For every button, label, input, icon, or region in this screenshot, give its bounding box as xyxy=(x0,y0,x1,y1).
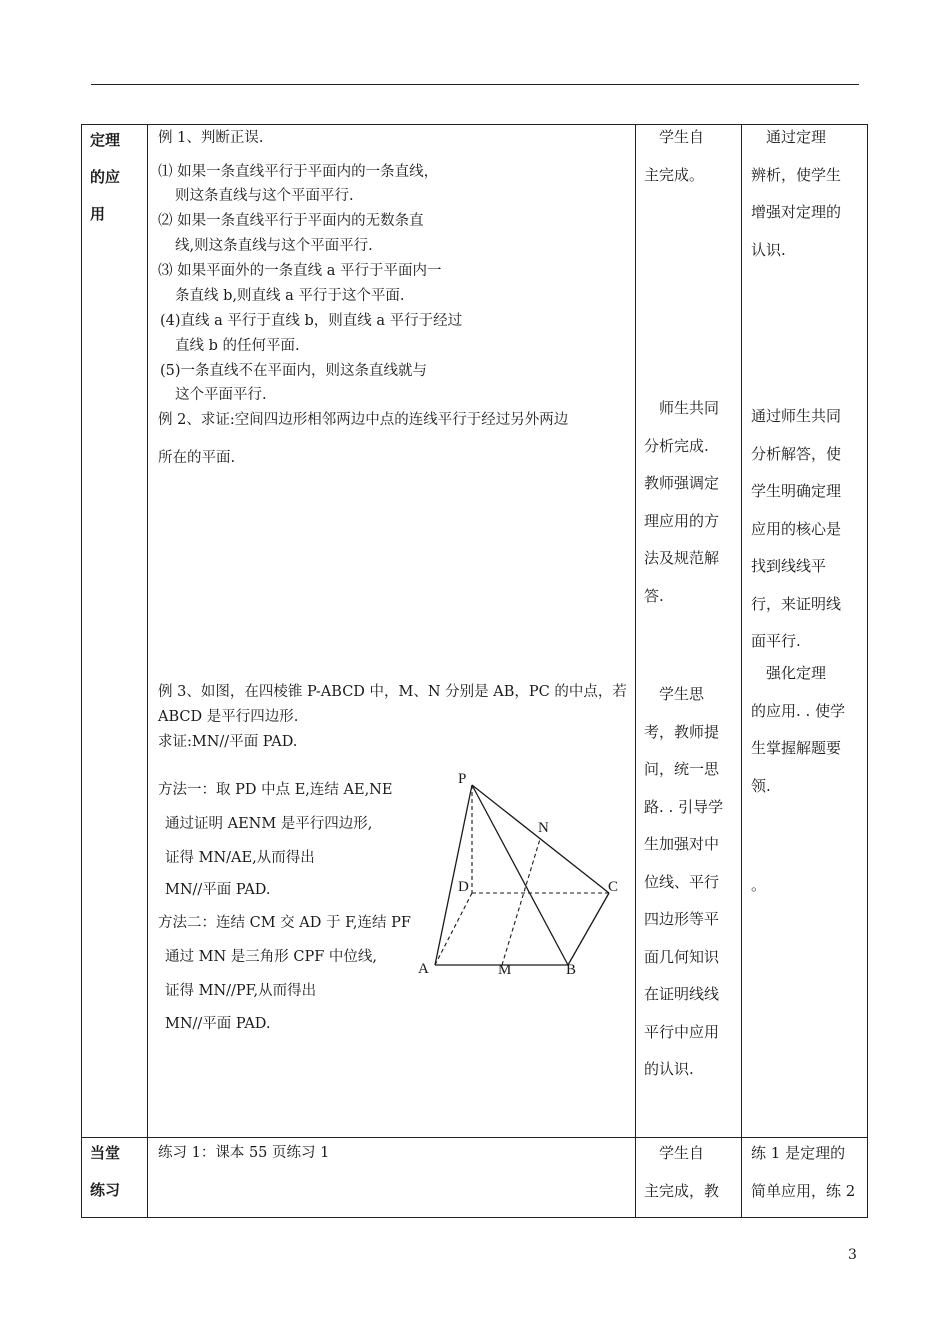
ex1-item: 则这条直线与这个平面平行. xyxy=(175,188,354,204)
design-intent-3: 强化定理 的应用. . 使学 生掌握解题要 领. xyxy=(751,664,846,795)
example-3-line: 求证:MN//平面 PAD. xyxy=(158,734,298,750)
example-2-line: 例 2、求证:空间四边形相邻两边中点的连线平行于经过另外两边 xyxy=(158,412,569,428)
method-2-line: 方法二：连结 CM 交 AD 于 F,连结 PF xyxy=(158,915,411,931)
method-1-line: 证得 MN/AE,从而得出 xyxy=(165,850,315,866)
design-intent-4: 。 xyxy=(751,876,767,894)
row-divider xyxy=(81,1137,868,1138)
example-2-line: 所在的平面. xyxy=(158,450,236,466)
practice-student-activity: 学生自 主完成，教 xyxy=(644,1144,720,1200)
label-A: A xyxy=(418,961,429,977)
edge-DA xyxy=(435,893,472,965)
design-intent-2: 通过师生共同 分析解答，使 学生明确定理 应用的核心是 找到线线平 行，来证明线 面平行. xyxy=(751,407,842,650)
practice-design-intent: 练 1 是定理的 简单应用，练 2 xyxy=(751,1144,856,1200)
label-N: N xyxy=(538,820,549,836)
design-intent-1: 通过定理 辨析，使学生 增强对定理的 认识. xyxy=(751,128,842,259)
practice-1-text: 练习 1：课本 55 页练习 1 xyxy=(158,1145,330,1161)
ex1-item: 线,则这条直线与这个平面平行. xyxy=(175,238,373,254)
label-C: C xyxy=(608,879,619,895)
edge-PC xyxy=(472,785,609,893)
method-2-line: 证得 MN//PF,从而得出 xyxy=(165,983,317,999)
column-divider xyxy=(147,124,148,1218)
edge-PB xyxy=(472,785,568,965)
pyramid-figure xyxy=(410,765,625,980)
student-activity-2: 师生共同 分析完成. 教师强调定 理应用的方 法及规范解 答. xyxy=(644,399,720,605)
example-1-title: 例 1、判断正误. xyxy=(158,130,264,146)
ex1-item: 直线 b 的任何平面. xyxy=(175,338,300,354)
row-header-in-class-practice: 当堂 练习 xyxy=(90,1144,121,1199)
method-2-line: 通过 MN 是三角形 CPF 中位线, xyxy=(165,949,377,965)
label-M: M xyxy=(498,962,512,978)
column-divider xyxy=(635,124,636,1218)
ex1-item: (4)直线 a 平行于直线 b，则直线 a 平行于经过 xyxy=(160,313,463,329)
ex1-item: ⑵ 如果一条直线平行于平面内的无数条直 xyxy=(158,213,424,229)
method-1-line: 通过证明 AENM 是平行四边形, xyxy=(165,816,373,832)
page-number: 3 xyxy=(848,1247,857,1263)
ex1-item: 这个平面平行. xyxy=(175,387,267,403)
label-P: P xyxy=(458,771,467,787)
method-1-line: MN//平面 PAD. xyxy=(165,882,271,898)
ex1-item: ⑴ 如果一条直线平行于平面内的一条直线， xyxy=(158,164,439,180)
ex1-item: (5)一条直线不在平面内，则这条直线就与 xyxy=(160,363,428,379)
label-B: B xyxy=(566,962,577,978)
edge-PA xyxy=(435,785,472,965)
row-header-theorem-application: 定理 的应 用 xyxy=(90,131,121,223)
method-1-line: 方法一：取 PD 中点 E,连结 AE,NE xyxy=(158,782,393,798)
edge-BC xyxy=(568,893,609,965)
example-3-line: 例 3、如图，在四棱锥 P-ABCD 中，M、N 分别是 AB，PC 的中点，若 xyxy=(158,684,627,700)
column-divider xyxy=(741,124,742,1218)
label-D: D xyxy=(458,879,469,895)
example-3-line: ABCD 是平行四边形. xyxy=(158,709,299,725)
ex1-item: 条直线 b,则直线 a 平行于这个平面. xyxy=(175,288,405,304)
header-rule xyxy=(91,84,859,85)
student-activity-1: 学生自 主完成。 xyxy=(644,128,705,184)
method-2-line: MN//平面 PAD. xyxy=(165,1016,271,1032)
ex1-item: ⑶ 如果平面外的一条直线 a 平行于平面内一 xyxy=(158,263,442,279)
student-activity-3: 学生思 考，教师提 问，统一思 路. . 引导学 生加强对中 位线、平行 四边形等平 面几何知识 在证明线线 平行中应用 的认识. xyxy=(644,685,724,1078)
